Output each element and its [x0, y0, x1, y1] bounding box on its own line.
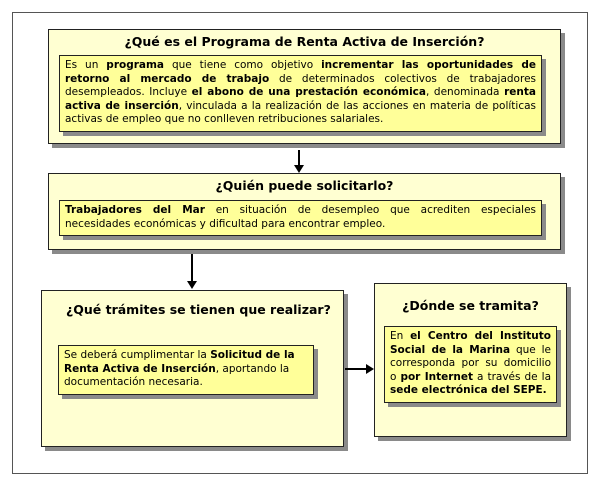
text-run: Se deberá cumplimentar la	[64, 349, 211, 361]
text-run: renta activa de inserción	[65, 86, 536, 112]
text-run: Es un	[65, 59, 107, 71]
text-run: En	[390, 330, 411, 342]
box-procedures	[41, 290, 344, 447]
box-where-to-apply-title: ¿Dónde se tramita?	[402, 298, 539, 313]
text-run: que le corresponda por su domicilio o	[390, 343, 551, 383]
text-run: por Internet	[400, 370, 474, 383]
text-run: Trabajadores del Mar	[65, 204, 205, 216]
box-what-is-program-title: ¿Qué es el Programa de Renta Activa de Inserción?	[124, 34, 485, 49]
box-where-to-apply	[374, 283, 567, 437]
text-run: , aportando la documentación necesaria.	[64, 362, 290, 389]
text-run: el Centro del Instituto Social de la Marina	[390, 330, 551, 356]
arrow-down-2	[186, 254, 198, 290]
text-run: incrementar las oportunidades de retorno al mercado de trabajo	[65, 59, 537, 85]
text-run: , denominada	[425, 86, 505, 99]
box-who-can-apply	[48, 173, 561, 250]
text-run: que tiene como objetivo	[164, 59, 322, 71]
text-run: de determinados colectivos de trabajadores desempleados. Incluye	[65, 72, 536, 99]
arrow-down-1	[293, 150, 305, 174]
text-run: sede electrónica del SEPE.	[390, 384, 547, 397]
box-what-is-program-text	[59, 55, 542, 132]
text-run: en situación de desempleo que acrediten especiales necesidades económicas y dificultad para encontrar empleo.	[65, 204, 536, 230]
text-run: a través de la	[473, 370, 551, 383]
box-who-can-apply-title: ¿Quién puede solicitarlo?	[215, 178, 394, 193]
box-where-to-apply-text	[384, 326, 557, 403]
box-procedures-text	[58, 345, 314, 395]
box-who-can-apply-text	[59, 200, 542, 236]
arrow-right	[345, 363, 375, 375]
text-run: el abono de una prestación económica	[191, 86, 426, 99]
box-what-is-program	[48, 29, 561, 144]
text-run: programa	[106, 59, 165, 71]
text-run: Solicitud de la Renta Activa de Inserción	[64, 349, 295, 375]
text-run: , vinculada a la realización de las acciones en materia de políticas activas de empleo que no conlleven retribuciones salariales.	[65, 99, 536, 126]
box-procedures-title: ¿Qué trámites se tienen que realizar?	[66, 302, 331, 317]
